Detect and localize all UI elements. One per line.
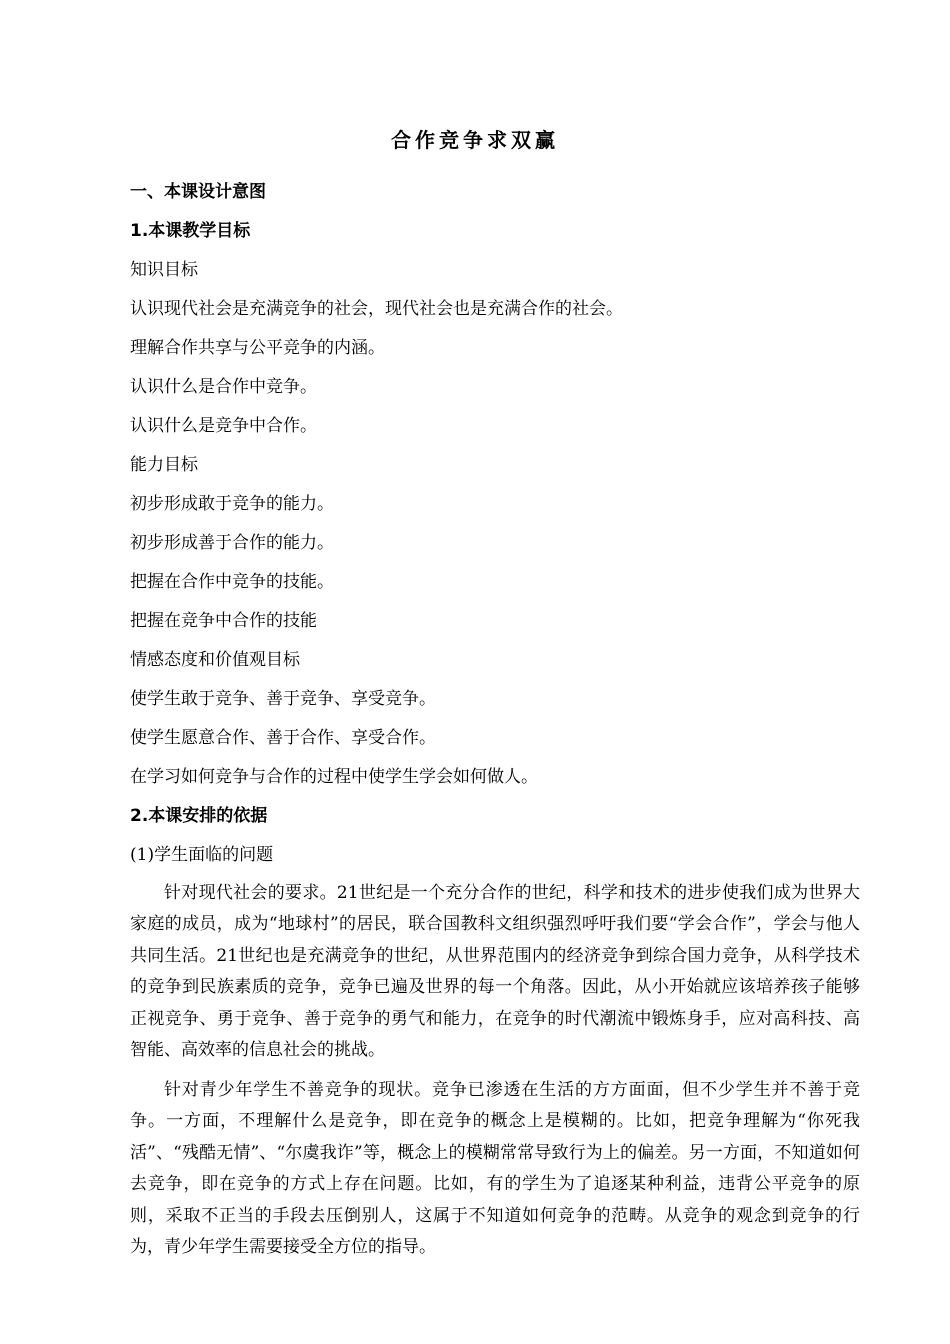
knowledge-goal-item: 认识什么是竞争中合作。 <box>130 416 317 436</box>
knowledge-goal-item: 理解合作共享与公平竞争的内涵。 <box>130 338 385 358</box>
knowledge-goal-item: 认识现代社会是充满竞争的社会，现代社会也是充满合作的社会。 <box>130 299 623 319</box>
ability-goal-label: 能力目标 <box>130 455 198 475</box>
ability-goal-item: 初步形成敢于竞争的能力。 <box>130 494 334 514</box>
ability-goal-item: 把握在合作中竞争的技能。 <box>130 572 334 592</box>
values-goal-item: 使学生敢于竞争、善于竞争、享受竞争。 <box>130 689 436 709</box>
values-goal-item: 在学习如何竞争与合作的过程中使学生学会如何做人。 <box>130 767 538 787</box>
values-goal-label: 情感态度和价值观目标 <box>130 650 300 670</box>
subsection-heading-basis: 2.本课安排的依据 <box>130 806 268 826</box>
body-paragraph: 针对现代社会的要求。21世纪是一个充分合作的世纪，科学和技术的进步使我们成为世界大家庭的成员，成为“地球村”的居民，联合国教科文组织强烈呼吁我们要“学会合作”，学会与他人共同生活。21世纪也是充满竞争的世纪，从世界范围内的经济竞争到综合国力竞争，从科学技术的竞争到民族素质的竞争，竞争已遍及世界的每一个角落。因此，从小开始就应该培养孩子能够正视竞争、勇于竞争、善于竞争的勇气和能力，在竞争的时代潮流中锻炼身手，应对高科技、高智能、高效率的信息社会的挑战。 <box>130 883 860 1061</box>
section-heading-design-intent: 一、本课设计意图 <box>130 182 266 202</box>
knowledge-goal-label: 知识目标 <box>130 260 198 280</box>
ability-goal-item: 初步形成善于合作的能力。 <box>130 533 334 553</box>
subsection-heading-teaching-goals: 1.本课教学目标 <box>130 221 251 241</box>
subsection-item-problems: (1)学生面临的问题 <box>130 845 274 865</box>
document-title: 合作竞争求双赢 <box>391 128 559 152</box>
ability-goal-item: 把握在竞争中合作的技能 <box>130 611 317 631</box>
body-paragraph: 针对青少年学生不善竞争的现状。竞争已渗透在生活的方方面面，但不少学生并不善于竞争。一方面，不理解什么是竞争，即在竞争的概念上是模糊的。比如，把竞争理解为“你死我活”、“残酷无情”、“尔虞我诈”等，概念上的模糊常常导致行为上的偏差。另一方面，不知道如何去竞争，即在竞争的方式上存在问题。比如，有的学生为了追逐某种利益，违背公平竞争的原则，采取不正当的手段去压倒别人，这属于不知道如何竞争的范畴。从竞争的观念到竞争的行为，青少年学生需要接受全方位的指导。 <box>130 1080 860 1258</box>
values-goal-item: 使学生愿意合作、善于合作、享受合作。 <box>130 728 436 748</box>
knowledge-goal-item: 认识什么是合作中竞争。 <box>130 377 317 397</box>
